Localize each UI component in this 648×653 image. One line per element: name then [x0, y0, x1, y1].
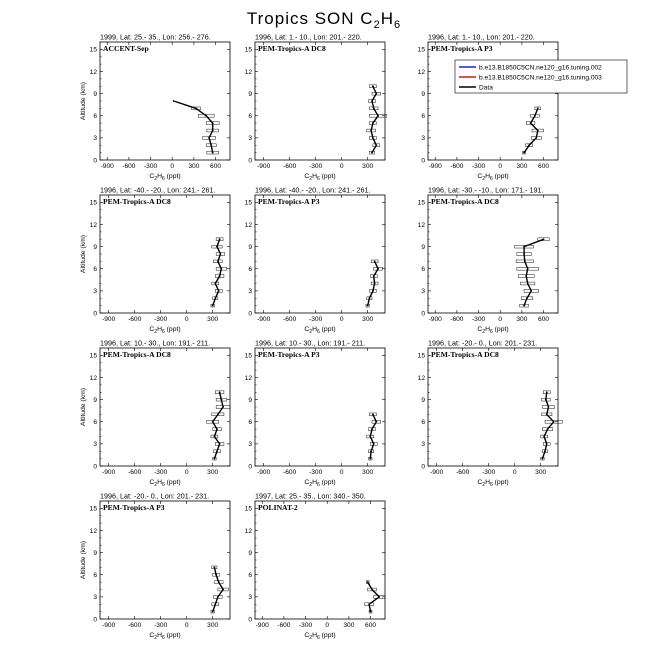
legend-label: Data [479, 84, 493, 92]
data-point [212, 421, 214, 423]
data-profile-line [213, 392, 223, 458]
panel-frame [100, 348, 230, 466]
panels-group [80, 33, 562, 642]
data-point [543, 436, 545, 438]
data-point [216, 428, 218, 430]
x-tick-label: -900 [257, 163, 271, 170]
y-tick-label: 0 [93, 616, 97, 624]
chart-panel-2 [245, 33, 387, 183]
chart-panel-6 [418, 186, 558, 336]
x-tick-label: -300 [471, 316, 486, 323]
x-tick-label: -600 [128, 316, 142, 323]
data-point [371, 428, 373, 430]
x-tick-label: -600 [283, 163, 297, 170]
y-tick-label: 9 [248, 396, 252, 404]
x-tick-label: -900 [102, 622, 116, 629]
y-tick-label: 15 [244, 46, 252, 54]
data-point [546, 391, 548, 393]
data-profile-line [213, 239, 222, 305]
y-tick-label: 3 [421, 135, 425, 143]
panel-campaign-label: ACCENT-Sep [103, 44, 149, 53]
x-tick-label: -900 [430, 469, 444, 476]
y-tick-label: 6 [248, 572, 252, 580]
data-point [220, 268, 222, 270]
data-point [195, 107, 197, 109]
x-tick-label: -300 [309, 469, 323, 476]
y-axis-label: Altitude (km) [80, 234, 87, 274]
data-point [210, 144, 212, 146]
x-tick-label: -900 [102, 469, 116, 476]
y-tick-label: 6 [93, 419, 97, 427]
x-axis-label: $C_2H_6$ (ppt) [477, 479, 509, 488]
data-point [542, 458, 544, 460]
y-tick-label: 3 [93, 594, 97, 602]
data-point [222, 589, 224, 591]
y-tick-label: 3 [248, 288, 252, 296]
x-tick-label: 300 [362, 469, 374, 476]
y-tick-label: 6 [421, 113, 425, 121]
data-point [528, 144, 530, 146]
data-point [523, 152, 525, 154]
data-point [543, 238, 545, 240]
y-tick-label: 12 [244, 374, 252, 382]
data-point [205, 115, 207, 117]
y-tick-label: 12 [417, 374, 425, 382]
y-tick-label: 0 [93, 157, 97, 165]
panel-campaign-label: PEM-Tropics-A P3 [258, 350, 320, 359]
y-tick-label: 12 [89, 374, 97, 382]
y-tick-label: 0 [421, 157, 425, 165]
data-profile-line [524, 108, 538, 152]
x-tick-label: -600 [456, 469, 470, 476]
y-tick-label: 0 [93, 310, 97, 318]
data-point [222, 406, 224, 408]
x-axis-label: $C_2H_6$ (ppt) [304, 326, 336, 335]
y-tick-label: 0 [93, 463, 97, 471]
y-tick-label: 6 [421, 419, 425, 427]
x-tick-label: -600 [450, 316, 464, 323]
data-point [535, 137, 537, 139]
data-point [553, 421, 555, 423]
x-tick-label: 0 [184, 316, 189, 323]
data-point [525, 275, 527, 277]
data-point [546, 443, 548, 445]
y-tick-label: 3 [421, 288, 425, 296]
data-point [219, 391, 221, 393]
y-tick-label: 3 [93, 135, 97, 143]
y-tick-label: 6 [248, 419, 252, 427]
data-point [220, 253, 222, 255]
y-tick-label: 6 [248, 266, 252, 274]
panel-campaign-label: PEM-Tropics-A P3 [258, 197, 320, 206]
data-point [547, 428, 549, 430]
data-point [220, 399, 222, 401]
chart-panel-7 [80, 339, 230, 489]
panel-campaign-label: PEM-Tropics-A P3 [103, 503, 165, 512]
x-tick-label: -300 [298, 622, 313, 629]
y-tick-label: 6 [93, 572, 97, 580]
panel-campaign-label: PEM-Tropics-A DC8 [431, 197, 499, 206]
data-point [372, 413, 374, 415]
legend-label: b.e13.B1850C5CN.ne120_g16.tuning.002 [479, 64, 602, 72]
y-tick-label: 6 [248, 113, 252, 121]
x-tick-label: 0 [498, 163, 503, 170]
x-tick-label: 600 [538, 163, 550, 170]
data-point [544, 450, 546, 452]
data-point [367, 581, 369, 583]
x-tick-label: -600 [450, 163, 464, 170]
y-tick-label: 12 [89, 527, 97, 535]
panel-title: 1996, Lat: 10.- 30., Lon: 191.- 211. [255, 338, 366, 348]
x-axis-label: $C_2H_6$ (ppt) [477, 326, 509, 335]
panel-frame [255, 42, 385, 160]
y-tick-label: 15 [89, 505, 97, 513]
data-point [378, 596, 380, 598]
x-tick-label: 600 [365, 622, 377, 629]
panel-frame [255, 348, 385, 466]
chart-panel-8 [245, 339, 385, 489]
data-point [368, 603, 370, 605]
x-tick-label: -900 [100, 163, 114, 170]
data-point [370, 130, 372, 132]
y-tick-label: 3 [421, 441, 425, 449]
data-point [530, 290, 532, 292]
y-tick-label: 9 [421, 90, 425, 98]
y-tick-label: 3 [248, 441, 252, 449]
data-point [217, 596, 219, 598]
x-tick-label: 300 [207, 622, 219, 629]
y-tick-label: 0 [248, 616, 252, 624]
data-point [374, 260, 376, 262]
y-tick-label: 12 [417, 68, 425, 76]
x-tick-label: 300 [343, 622, 355, 629]
data-point [548, 406, 550, 408]
panel-campaign-label: PEM-Tropics-A DC8 [431, 350, 499, 359]
figure-title [247, 9, 401, 31]
data-point [214, 436, 216, 438]
x-tick-label: -600 [128, 622, 142, 629]
data-point [527, 283, 529, 285]
x-tick-label: 0 [184, 622, 189, 629]
data-point [217, 260, 219, 262]
data-point [373, 107, 375, 109]
y-tick-label: 15 [417, 352, 425, 360]
y-tick-label: 0 [248, 310, 252, 318]
data-point [370, 611, 372, 613]
data-point [214, 297, 216, 299]
x-tick-label: -600 [283, 316, 297, 323]
data-point [372, 122, 374, 124]
x-tick-label: -300 [154, 316, 168, 323]
y-tick-label: 3 [93, 288, 97, 296]
panel-title: 1997, Lat: 25.- 35., Lon: 340.- 350. [255, 491, 366, 501]
legend-label: b.e13.B1850C5CN.ne120_g16.tuning.003 [479, 74, 602, 82]
data-point [216, 246, 218, 248]
data-point [212, 152, 214, 154]
panel-campaign-label: POLINAT-2 [258, 503, 298, 512]
x-tick-label: 0 [170, 163, 175, 170]
data-point [369, 458, 371, 460]
chart-panel-1 [80, 33, 230, 183]
data-profile-line [174, 101, 213, 153]
x-tick-label: 300 [516, 163, 528, 170]
panel-frame [428, 195, 558, 313]
data-point [537, 107, 539, 109]
chart-panel-4 [80, 186, 230, 336]
data-point [217, 413, 219, 415]
x-tick-label: 0 [339, 469, 344, 476]
x-axis-label: $C_2H_6$ (ppt) [477, 173, 509, 182]
y-tick-label: 15 [89, 46, 97, 54]
x-tick-label: 0 [498, 316, 503, 323]
panel-title: 1996, Lat: -30.- -10., Lon: 171.- 191. [428, 185, 544, 195]
data-point [212, 130, 214, 132]
y-tick-label: 3 [93, 441, 97, 449]
x-tick-label: 300 [207, 469, 219, 476]
x-tick-label: -900 [255, 622, 269, 629]
y-tick-label: 9 [421, 396, 425, 404]
chart-panel-3 [418, 33, 558, 183]
data-point [173, 100, 175, 102]
data-point [219, 238, 221, 240]
y-tick-label: 9 [93, 90, 97, 98]
y-tick-label: 9 [93, 549, 97, 557]
panel-frame [428, 348, 558, 466]
y-tick-label: 9 [421, 243, 425, 251]
x-tick-label: 0 [339, 163, 344, 170]
x-tick-label: -600 [128, 469, 142, 476]
x-axis-label: $C_2H_6$ (ppt) [304, 632, 336, 641]
y-tick-label: 15 [244, 199, 252, 207]
x-tick-label: 300 [188, 163, 200, 170]
data-profile-line [371, 86, 378, 152]
y-tick-label: 12 [244, 68, 252, 76]
x-tick-label: 300 [516, 316, 528, 323]
figure-title-sub: 2 [373, 19, 381, 31]
panel-title: 1996, Lat: 1.- 10., Lon: 201.- 220. [255, 32, 362, 42]
data-point [367, 305, 369, 307]
x-tick-label: -600 [283, 469, 297, 476]
data-point [215, 574, 217, 576]
data-point [214, 283, 216, 285]
data-point [370, 450, 372, 452]
figure-title-sub2: 6 [393, 19, 402, 31]
panel-campaign-label: PEM-Tropics-A DC8 [258, 44, 326, 53]
data-point [218, 581, 220, 583]
y-axis-label: Altitude (km) [80, 81, 87, 121]
data-point [216, 450, 218, 452]
y-tick-label: 12 [89, 68, 97, 76]
y-axis-label: Altitude (km) [80, 387, 87, 427]
y-tick-label: 3 [248, 135, 252, 143]
x-tick-label: -300 [154, 622, 168, 629]
chart-panel-10 [80, 492, 230, 642]
x-tick-label: 300 [362, 316, 374, 323]
x-tick-label: -300 [482, 469, 496, 476]
data-point [375, 93, 377, 95]
data-profile-line [542, 392, 553, 458]
data-point [537, 130, 539, 132]
chart-panel-5 [245, 186, 385, 336]
data-point [219, 443, 221, 445]
data-point [218, 290, 220, 292]
x-tick-label: -900 [428, 163, 442, 170]
chart-panel-11 [245, 492, 385, 642]
x-axis-label: $C_2H_6$ (ppt) [149, 173, 181, 182]
data-point [214, 458, 216, 460]
x-tick-label: 600 [538, 316, 550, 323]
y-tick-label: 12 [244, 527, 252, 535]
data-point [371, 589, 373, 591]
panel-frame [100, 195, 230, 313]
y-tick-label: 9 [248, 243, 252, 251]
y-tick-label: 15 [89, 352, 97, 360]
panel-campaign-label: PEM-Tropics-A DC8 [103, 197, 171, 206]
data-point [219, 275, 221, 277]
data-profile-line [524, 239, 544, 305]
y-tick-label: 9 [93, 243, 97, 251]
data-point [523, 305, 525, 307]
x-tick-label: 0 [512, 469, 517, 476]
panel-title: 1996, Lat: -20.- 0., Lon: 201.- 231. [100, 491, 210, 501]
x-tick-label: 0 [325, 622, 330, 629]
y-tick-label: 0 [421, 310, 425, 318]
data-point [371, 100, 373, 102]
x-tick-label: 600 [210, 163, 222, 170]
data-point [373, 275, 375, 277]
data-point [212, 611, 214, 613]
y-tick-label: 15 [244, 505, 252, 513]
data-point [369, 297, 371, 299]
panel-campaign-label: PEM-Tropics-A P3 [431, 44, 493, 53]
x-tick-label: -900 [257, 316, 271, 323]
chart-panel-9 [418, 339, 563, 489]
x-tick-label: 0 [339, 316, 344, 323]
y-tick-label: 15 [417, 199, 425, 207]
panel-campaign-label: PEM-Tropics-A DC8 [103, 350, 171, 359]
y-axis-label: Altitude (km) [80, 540, 87, 580]
data-point [373, 443, 375, 445]
x-tick-label: -300 [471, 163, 486, 170]
x-axis-label: $C_2H_6$ (ppt) [149, 326, 181, 335]
panel-title: 1996, Lat: 10.- 30., Lon: 191.- 211. [100, 338, 211, 348]
data-point [212, 305, 214, 307]
data-point [530, 122, 532, 124]
x-tick-label: -900 [102, 316, 116, 323]
data-point [372, 85, 374, 87]
data-point [372, 137, 374, 139]
data-point [523, 246, 525, 248]
x-tick-label: -900 [257, 469, 271, 476]
x-tick-label: -300 [309, 316, 323, 323]
data-point [375, 144, 377, 146]
y-tick-label: 0 [248, 463, 252, 471]
data-point [377, 115, 379, 117]
y-tick-label: 0 [248, 157, 252, 165]
panel-title: 1996, Lat: -40.- -20., Lon: 241.- 261. [100, 185, 216, 195]
data-point [375, 421, 377, 423]
x-tick-label: -300 [154, 469, 168, 476]
y-tick-label: 15 [89, 199, 97, 207]
data-point [214, 566, 216, 568]
data-point [523, 253, 525, 255]
x-tick-label: -600 [277, 622, 291, 629]
panel-title: 1999, Lat: 25.- 35., Lon: 256.- 276. [100, 32, 211, 42]
x-axis-label: $C_2H_6$ (ppt) [149, 479, 181, 488]
y-tick-label: 15 [417, 46, 425, 54]
figure-title-main: Tropics SON C [246, 9, 374, 28]
panel-title: 1996, Lat: -40.- -20., Lon: 241.- 261. [255, 185, 371, 195]
x-tick-label: 0 [184, 469, 189, 476]
y-tick-label: 9 [248, 549, 252, 557]
x-tick-label: 300 [207, 316, 219, 323]
data-point [524, 260, 526, 262]
data-point [546, 413, 548, 415]
data-point [527, 268, 529, 270]
data-point [208, 137, 210, 139]
panel-frame [255, 195, 385, 313]
y-tick-label: 3 [248, 594, 252, 602]
data-point [545, 399, 547, 401]
y-tick-label: 15 [244, 352, 252, 360]
data-point [369, 436, 371, 438]
x-axis-label: $C_2H_6$ (ppt) [304, 173, 336, 182]
x-tick-label: -300 [309, 163, 323, 170]
data-point [374, 283, 376, 285]
y-tick-label: 6 [93, 266, 97, 274]
data-point [372, 290, 374, 292]
x-tick-label: -600 [122, 163, 136, 170]
x-axis-label: $C_2H_6$ (ppt) [304, 479, 336, 488]
x-tick-label: 300 [535, 469, 547, 476]
panel-frame [255, 501, 385, 619]
x-axis-label: $C_2H_6$ (ppt) [149, 632, 181, 641]
y-tick-label: 9 [93, 396, 97, 404]
panel-title: 1996, Lat: 1.- 10., Lon: 201.- 220. [428, 32, 535, 42]
data-point [526, 297, 528, 299]
y-tick-label: 0 [421, 463, 425, 471]
data-point [534, 115, 536, 117]
panel-frame [100, 501, 230, 619]
y-tick-label: 6 [93, 113, 97, 121]
data-point [371, 152, 373, 154]
legend [455, 60, 627, 93]
y-tick-label: 12 [89, 221, 97, 229]
data-point [212, 122, 214, 124]
data-point [214, 603, 216, 605]
y-tick-label: 9 [248, 90, 252, 98]
y-tick-label: 12 [244, 221, 252, 229]
x-tick-label: -900 [428, 316, 442, 323]
x-tick-label: 300 [362, 163, 374, 170]
panel-title: 1996, Lat: -20.- 0., Lon: 201.- 231. [428, 338, 538, 348]
y-tick-label: 12 [417, 221, 425, 229]
data-point [377, 268, 379, 270]
y-tick-label: 6 [421, 266, 425, 274]
x-tick-label: -300 [143, 163, 158, 170]
figure-title-tail: H [380, 9, 394, 28]
